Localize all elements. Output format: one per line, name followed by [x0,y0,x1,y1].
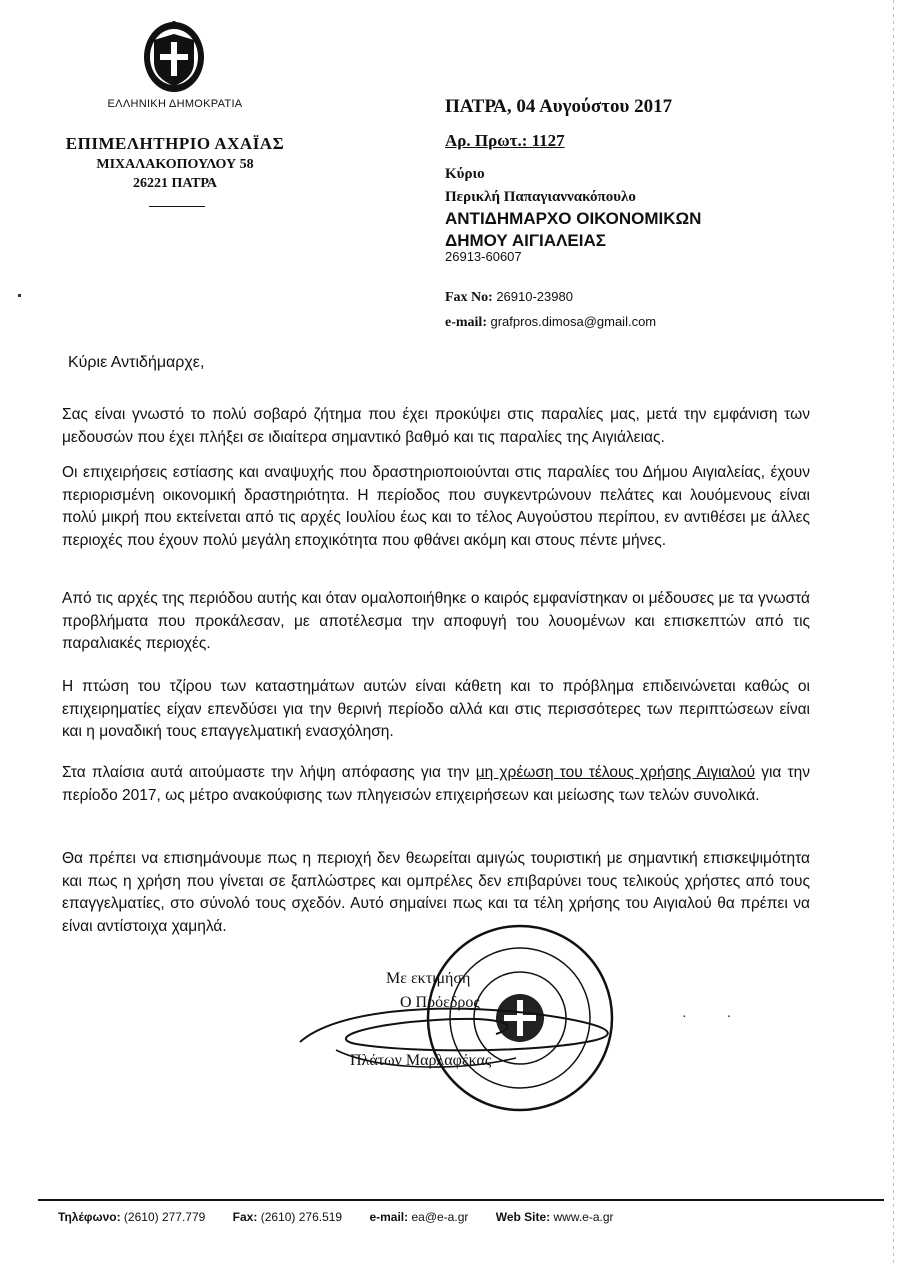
footer-contacts [58,1210,638,1224]
republic-label: ΕΛΛΗΝΙΚΗ ΔΗΜΟΚΡΑΤΙΑ [107,98,243,110]
footer-web-label: Web Site: [495,1210,551,1224]
paragraph-2: Οι επιχειρήσεις εστίασης και αναψυχής που δραστηριοποιούνται στις παραλίες του Δήμου Αιγιαλείας, έχουν περιορισμένη οικονομική δραστηριότητα. Η περίοδος που συγκεντρώνουν πελάτες και λουόμενους είναι πολύ μικρή που εκτείνεται από τις αρχές Ιουλίου έως και το τέλος Αυγούστου περίπου, εν αντιθέσει με άλλες περιοχές που έχουν πολύ μεγάλη εποχικότητα που φθάνει ακόμη και στους πέντε μήνες. [62,464,810,549]
scan-dots: ·· [682,1010,772,1025]
header-divider [149,206,205,207]
chamber-street: ΜΙΧΑΛΑΚΟΠΟΥΛΟΥ 58 [96,157,254,172]
letter-date: ΠΑΤΡΑ, 04 Αυγούστου 2017 [445,96,673,117]
recipient-phone: 26913-60607 [445,249,522,264]
recipient-email [445,314,656,331]
footer-phone-label: Τηλέφωνο: [58,1210,121,1224]
scan-speck [18,294,21,297]
chamber-name: ΕΠΙΜΕΛΗΤΗΡΙΟ ΑΧΑΪΑΣ [65,134,285,153]
footer-divider [38,1199,884,1201]
footer-fax: (2610) 276.519 [260,1210,343,1224]
signatory-name: Πλάτων Μαρλαφέκας [350,1052,492,1069]
scan-edge [893,0,894,1264]
paragraph-1: Σας είναι γνωστό το πολύ σοβαρό ζήτημα που έχει προκύψει στις παραλίες μας, μετά την εμφάνιση των μεδουσών που έχει πλήξει σε ιδιαίτερα σημαντικό βαθμό και τις παραλίες της Αιγιάλειας. [62,406,810,446]
signatory-title: Ο Πρόεδρος [400,994,480,1011]
paragraph-4: Η πτώση του τζίρου των καταστημάτων αυτών είναι κάθετη και το πρόβλημα επιδεινώνεται καθώς οι επιχειρηματίες είχαν επενδύσει για την θερινή περίοδο αλλά και στις περισσότερες των περιπτώσεων είναι και η μοναδική τους επαγγελματική ενασχόληση. [62,678,810,740]
email-label: e-mail: [445,315,487,330]
recipient-salutation: Κύριο [445,166,485,182]
paragraph-5 [62,762,810,807]
chamber-city: 26221 ΠΑΤΡΑ [132,176,218,191]
footer-web: www.e-a.gr [553,1210,614,1224]
footer-phone: (2610) 277.779 [123,1210,206,1224]
recipient-fax [445,289,573,306]
greek-emblem-icon [142,20,206,94]
paragraph-6: Θα πρέπει να επισημάνουμε πως η περιοχή δεν θεωρείται αμιγώς τουριστική με σημαντική επισκεψιμότητα και πως η χρήση που γίνεται σε ξαπλώστρες και ομπρέλες δεν επιβαρύνει τους τελικούς χρήστες από τους επαγγελματίες, στο σύνολό τους σχεδόν. Αυτό σημαίνει πως και τα τέλη χρήσης του Αιγιαλού θα πρέπει να είναι αντίστοιχα χαμηλά. [62,850,810,935]
greeting: Κύριε Αντιδήμαρχε, [68,354,205,371]
protocol-number: Αρ. Πρωτ.: 1127 [445,131,565,150]
email-value: grafpros.dimosa@gmail.com [490,314,657,329]
recipient-title: ΑΝΤΙΔΗΜΑΡΧΟ ΟΙΚΟΝΟΜΙΚΩΝ [445,209,702,228]
underlined-request: μη χρέωση του τέλους χρήσης Αιγιαλού [475,764,756,781]
recipient-municipality: ΔΗΜΟΥ ΑΙΓΙΑΛΕΙΑΣ [445,231,606,250]
paragraph-3: Από τις αρχές της περιόδου αυτής και όταν ομαλοποιήθηκε ο καιρός εμφανίστηκαν οι μέδουσες με τα γνωστά προβλήματα που προκάλεσαν, με αποτέλεσμα την αποφυγή του λουομένων και επισκεπτών από τις παραλιακές περιοχές. [62,590,810,652]
footer-email: ea@e-a.gr [411,1210,469,1224]
closing-line: Με εκτιμήση [386,970,471,987]
fax-value: 26910-23980 [496,289,573,304]
paragraph-5-end: για την περίοδο 2017, ως μέτρο ανακούφισης των πληγεισών επιχειρήσεων και μείωσης των τελών συνολικά. [62,764,811,804]
handwritten-signature [296,980,636,1090]
paragraph-5-start: Στα πλαίσια αυτά αιτούμαστε την λήψη απόφασης για την [62,764,476,781]
footer-email-label: e-mail: [369,1210,409,1224]
fax-label: Fax No: [445,290,493,305]
recipient-name: Περικλή Παπαγιαννακόπουλο [445,189,636,205]
footer-fax-label: Fax: [232,1210,258,1224]
